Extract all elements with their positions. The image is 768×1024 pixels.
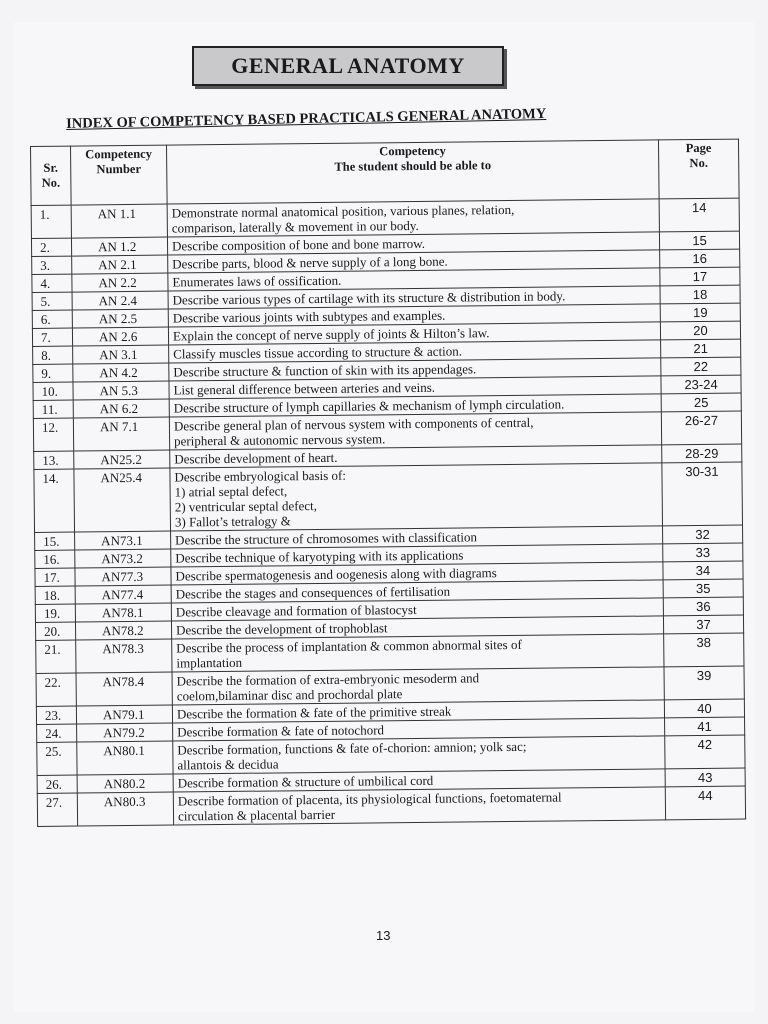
row-sr-no: 24. [37,724,77,742]
row-page-number: 36 [663,597,743,616]
row-competency-number: AN78.1 [75,603,171,622]
row-page-number: 23-24 [661,375,741,394]
row-competency-number: AN 2.6 [72,327,168,346]
description-line: implantation [176,654,243,671]
row-page-number: 20 [660,321,740,340]
row-competency-description [172,634,664,672]
header-competency: Competency The student should be able to [166,140,659,204]
description-line: Classify muscles tissue according to structure & action. [173,343,463,362]
row-sr-no: 4. [32,274,72,292]
description-line: Describe spermatogenesis and oogenesis along with diagrams [175,565,497,584]
row-page-number: 33 [663,543,743,562]
row-sr-no: 26. [37,775,77,793]
description-line: Describe various joints with subtypes and examples. [172,307,446,326]
row-sr-no: 7. [32,328,72,346]
row-competency-number: AN 3.1 [73,345,169,364]
row-page-number: 34 [663,561,743,580]
row-competency-number: AN 2.1 [72,255,168,274]
description-line: Describe the stages and consequences of fertilisation [175,583,451,602]
description-line: Describe technique of karyotyping with its applications [175,547,464,566]
description-line: Describe various types of cartilage with its structure & distribution in body. [172,288,566,308]
row-competency-number: AN80.2 [77,774,173,793]
row-sr-no: 13. [34,451,74,469]
row-competency-number: AN78.4 [76,672,172,706]
row-competency-number: AN 2.5 [72,309,168,328]
competency-table [30,139,746,827]
row-competency-number: AN78.3 [76,639,172,673]
row-competency-description [172,667,664,705]
row-page-number: 39 [664,666,744,700]
row-competency-number: AN80.3 [77,792,173,826]
row-sr-no: 23. [36,706,76,724]
description-line: List general difference between arteries and veins. [173,379,436,398]
row-page-number: 17 [660,267,740,286]
row-sr-no: 14. [34,469,75,532]
row-page-number: 14 [659,198,739,232]
description-line: allantois & decidua [177,756,279,773]
row-competency-number: AN25.2 [74,450,170,469]
row-sr-no: 12. [33,418,73,451]
description-line: Describe formation, functions & fate of-chorion: amnion; yolk sac; [177,738,527,758]
row-page-number: 35 [663,579,743,598]
row-competency-description [173,787,665,825]
row-sr-no: 18. [35,586,75,604]
row-sr-no: 15. [35,532,75,550]
description-line: Describe embryological basis of: [174,467,347,485]
row-competency-description [173,736,665,774]
description-line: Enumerates laws of ossification. [172,272,342,290]
row-sr-no: 8. [33,346,73,364]
section-banner: GENERAL ANATOMY [192,46,504,86]
row-sr-no: 20. [35,622,75,640]
table-header-row [31,139,740,205]
row-sr-no: 6. [32,310,72,328]
row-competency-number: AN 7.1 [73,417,169,451]
row-sr-no: 10. [33,382,73,400]
row-page-number: 32 [663,525,743,544]
description-line: Explain the concept of nerve supply of joints & Hilton’s law. [172,325,490,344]
row-competency-number: AN 1.1 [71,204,167,238]
row-competency-number: AN 6.2 [73,399,169,418]
description-line: coelom,bilaminar disc and prochordal plate [176,686,403,704]
row-page-number: 44 [665,786,745,820]
description-line: Describe formation of placenta, its physiological functions, foetomaternal [177,789,562,809]
description-line: Describe parts, blood & nerve supply of a long bone. [172,253,448,272]
row-competency-number: AN73.2 [75,549,171,568]
row-sr-no: 1. [31,205,71,238]
row-competency-number: AN 2.2 [72,273,168,292]
row-competency-number: AN78.2 [75,621,171,640]
row-page-number: 21 [661,339,741,358]
table-row [34,462,743,532]
row-page-number: 26-27 [661,411,741,445]
description-line: Describe formation & structure of umbilical cord [177,772,434,791]
row-sr-no: 11. [33,400,73,418]
row-sr-no: 17. [35,568,75,586]
row-page-number: 42 [665,735,745,769]
description-line: Describe composition of bone and bone marrow. [171,235,426,254]
index-title: INDEX OF COMPETENCY BASED PRACTICALS GENERAL ANATOMY [66,105,547,132]
table-row [37,786,745,826]
competency-table-wrap [30,139,745,827]
row-competency-number: AN25.4 [74,468,171,532]
row-competency-description [170,463,663,531]
header-sr-no: Sr. No. [31,146,72,205]
row-competency-description [167,199,659,237]
row-competency-number: AN77.3 [75,567,171,586]
row-sr-no: 16. [35,550,75,568]
description-line: peripheral & autonomic nervous system. [174,431,386,449]
description-line: Describe structure & function of skin with its appendages. [173,361,477,380]
row-competency-number: AN 4.2 [73,363,169,382]
header-page-no: Page No. [658,139,739,199]
row-sr-no: 5. [32,292,72,310]
row-sr-no: 27. [37,793,77,826]
description-line: Describe the formation & fate of the primitive streak [176,703,452,722]
row-sr-no: 9. [33,364,73,382]
description-line: circulation & placental barrier [177,806,336,824]
row-sr-no: 2. [31,238,71,256]
row-competency-number: AN77.4 [75,585,171,604]
row-page-number: 43 [665,768,745,787]
row-competency-description [169,412,661,450]
description-line: 1) atrial septal defect, [174,483,288,500]
row-page-number: 16 [660,249,740,268]
row-competency-number: AN 2.4 [72,291,168,310]
header-competency-number: Competency Number [71,145,168,205]
row-sr-no: 3. [32,256,72,274]
row-sr-no: 22. [36,673,76,706]
description-line: 3) Fallot’s tetralogy & [174,513,291,530]
description-line: comparison, laterally & movement in our body. [171,217,419,236]
description-line: Describe the process of implantation & common abnormal sites of [176,636,522,656]
row-page-number: 22 [661,357,741,376]
row-page-number: 18 [660,285,740,304]
row-page-number: 38 [664,633,744,667]
row-page-number: 15 [659,231,739,250]
row-page-number: 40 [664,699,744,718]
row-competency-number: AN 5.3 [73,381,169,400]
description-line: Describe structure of lymph capillaries & mechanism of lymph circulation. [173,396,565,416]
row-competency-number: AN79.2 [77,723,173,742]
row-page-number: 30-31 [662,462,743,526]
description-line: Describe the structure of chromosomes with classification [175,529,478,548]
row-sr-no: 25. [37,742,77,775]
description-line: Describe the formation of extra-embryonic mesoderm and [176,670,480,689]
description-line: Describe cleavage and formation of blastocyst [175,601,417,620]
row-competency-number: AN79.1 [76,705,172,724]
description-line: Describe formation & fate of notochord [177,722,385,740]
row-page-number: 28-29 [662,444,742,463]
row-competency-number: AN 1.2 [71,237,167,256]
description-line: Describe development of heart. [174,449,338,467]
description-line: Describe general plan of nervous system with components of central, [173,414,534,434]
row-page-number: 37 [663,615,743,634]
row-sr-no: 19. [35,604,75,622]
description-line: Demonstrate normal anatomical position, various planes, relation, [171,201,515,221]
row-competency-number: AN73.1 [75,531,171,550]
table-body [31,198,745,826]
page-number: 13 [376,928,391,943]
row-page-number: 25 [661,393,741,412]
row-page-number: 19 [660,303,740,322]
row-competency-number: AN80.1 [77,741,173,775]
row-page-number: 41 [665,717,745,736]
description-line: 2) ventricular septal defect, [174,498,318,515]
row-sr-no: 21. [36,640,76,673]
description-line: Describe the development of trophoblast [175,620,388,638]
